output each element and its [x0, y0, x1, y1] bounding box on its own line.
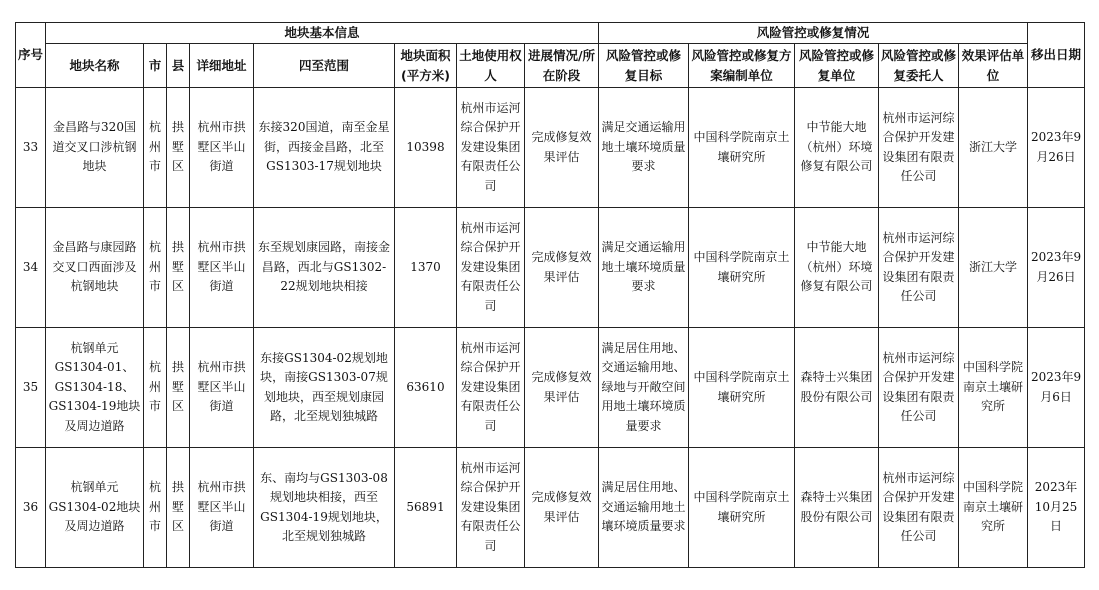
col-city-header: 市 [144, 44, 167, 88]
cell-address: 杭州市拱墅区半山街道 [190, 208, 254, 328]
cell-area: 1370 [395, 208, 457, 328]
cell-bounds: 东接GS1304-02规划地块，南接GS1303-07规划地块，西至规划康园路，北至规划独城路 [254, 328, 395, 448]
col-landuser-header: 土地使用权人 [457, 44, 525, 88]
col-seq-header: 序号 [16, 23, 46, 88]
cell-bounds: 东至规划康园路，南接金昌路，西北与GS1302-22规划地块相接 [254, 208, 395, 328]
cell-seq: 34 [16, 208, 46, 328]
cell-repair-unit: 中节能大地（杭州）环境修复有限公司 [795, 88, 879, 208]
cell-seq: 33 [16, 88, 46, 208]
cell-target: 满足交通运输用地土壤环境质量要求 [599, 88, 689, 208]
table-body [16, 88, 1085, 568]
table-row [16, 448, 1085, 568]
col-plan-unit-header: 风险管控或修复方案编制单位 [689, 44, 795, 88]
cell-progress: 完成修复效果评估 [525, 328, 599, 448]
cell-plan-unit: 中国科学院南京土壤研究所 [689, 328, 795, 448]
group-basic-info-header: 地块基本信息 [46, 23, 599, 44]
col-bounds-header: 四至范围 [254, 44, 395, 88]
cell-client: 杭州市运河综合保护开发建设集团有限责任公司 [879, 328, 959, 448]
cell-eval-unit: 中国科学院南京土壤研究所 [959, 328, 1028, 448]
col-client-header: 风险管控或修复委托人 [879, 44, 959, 88]
table-row [16, 88, 1085, 208]
cell-name: 金昌路与320国道交叉口涉杭钢地块 [46, 88, 144, 208]
cell-bounds: 东、南均与GS1303-08规划地块相接，西至GS1304-19规划地块，北至规划独城路 [254, 448, 395, 568]
group-risk-control-header: 风险管控或修复情况 [599, 23, 1028, 44]
table-container [15, 22, 1085, 568]
cell-removal-date: 2023年9月26日 [1028, 208, 1085, 328]
cell-address: 杭州市拱墅区半山街道 [190, 88, 254, 208]
cell-landuser: 杭州市运河综合保护开发建设集团有限责任公司 [457, 328, 525, 448]
cell-removal-date: 2023年9月26日 [1028, 88, 1085, 208]
cell-address: 杭州市拱墅区半山街道 [190, 328, 254, 448]
cell-seq: 35 [16, 328, 46, 448]
cell-target: 满足居住用地、交通运输用地土壤环境质量要求 [599, 448, 689, 568]
cell-removal-date: 2023年10月25日 [1028, 448, 1085, 568]
cell-progress: 完成修复效果评估 [525, 448, 599, 568]
cell-city: 杭州市 [144, 88, 167, 208]
cell-landuser: 杭州市运河综合保护开发建设集团有限责任公司 [457, 448, 525, 568]
col-removal-date-header: 移出日期 [1028, 23, 1085, 88]
cell-address: 杭州市拱墅区半山街道 [190, 448, 254, 568]
table-row [16, 328, 1085, 448]
cell-name: 杭钢单元GS1304-01、GS1304-18、GS1304-19地块及周边道路 [46, 328, 144, 448]
col-target-header: 风险管控或修复目标 [599, 44, 689, 88]
cell-eval-unit: 中国科学院南京土壤研究所 [959, 448, 1028, 568]
cell-target: 满足交通运输用地土壤环境质量要求 [599, 208, 689, 328]
cell-client: 杭州市运河综合保护开发建设集团有限责任公司 [879, 448, 959, 568]
col-eval-unit-header: 效果评估单位 [959, 44, 1028, 88]
cell-client: 杭州市运河综合保护开发建设集团有限责任公司 [879, 88, 959, 208]
cell-target: 满足居住用地、交通运输用地、绿地与开敞空间用地土壤环境质量要求 [599, 328, 689, 448]
cell-client: 杭州市运河综合保护开发建设集团有限责任公司 [879, 208, 959, 328]
cell-plan-unit: 中国科学院南京土壤研究所 [689, 208, 795, 328]
cell-eval-unit: 浙江大学 [959, 208, 1028, 328]
cell-county: 拱墅区 [167, 448, 190, 568]
cell-repair-unit: 中节能大地（杭州）环境修复有限公司 [795, 208, 879, 328]
cell-repair-unit: 森特士兴集团股份有限公司 [795, 328, 879, 448]
col-county-header: 县 [167, 44, 190, 88]
col-area-header: 地块面积 (平方米) [395, 44, 457, 88]
cell-landuser: 杭州市运河综合保护开发建设集团有限责任公司 [457, 208, 525, 328]
cell-county: 拱墅区 [167, 208, 190, 328]
cell-city: 杭州市 [144, 208, 167, 328]
cell-repair-unit: 森特士兴集团股份有限公司 [795, 448, 879, 568]
cell-county: 拱墅区 [167, 328, 190, 448]
cell-progress: 完成修复效果评估 [525, 88, 599, 208]
col-name-header: 地块名称 [46, 44, 144, 88]
cell-seq: 36 [16, 448, 46, 568]
cell-plan-unit: 中国科学院南京土壤研究所 [689, 88, 795, 208]
cell-landuser: 杭州市运河综合保护开发建设集团有限责任公司 [457, 88, 525, 208]
table-row [16, 208, 1085, 328]
cell-bounds: 东接320国道，南至金星街，西接金昌路，北至GS1303-17规划地块 [254, 88, 395, 208]
cell-city: 杭州市 [144, 328, 167, 448]
cell-plan-unit: 中国科学院南京土壤研究所 [689, 448, 795, 568]
cell-eval-unit: 浙江大学 [959, 88, 1028, 208]
cell-name: 金昌路与康园路交叉口西面涉及杭钢地块 [46, 208, 144, 328]
table-header [16, 23, 1085, 88]
cell-name: 杭钢单元GS1304-02地块及周边道路 [46, 448, 144, 568]
cell-area: 63610 [395, 328, 457, 448]
col-progress-header: 进展情况/所在阶段 [525, 44, 599, 88]
cell-city: 杭州市 [144, 448, 167, 568]
col-repair-unit-header: 风险管控或修复单位 [795, 44, 879, 88]
col-address-header: 详细地址 [190, 44, 254, 88]
cell-area: 10398 [395, 88, 457, 208]
land-parcel-table [15, 22, 1085, 568]
cell-area: 56891 [395, 448, 457, 568]
cell-progress: 完成修复效果评估 [525, 208, 599, 328]
cell-removal-date: 2023年9月6日 [1028, 328, 1085, 448]
cell-county: 拱墅区 [167, 88, 190, 208]
